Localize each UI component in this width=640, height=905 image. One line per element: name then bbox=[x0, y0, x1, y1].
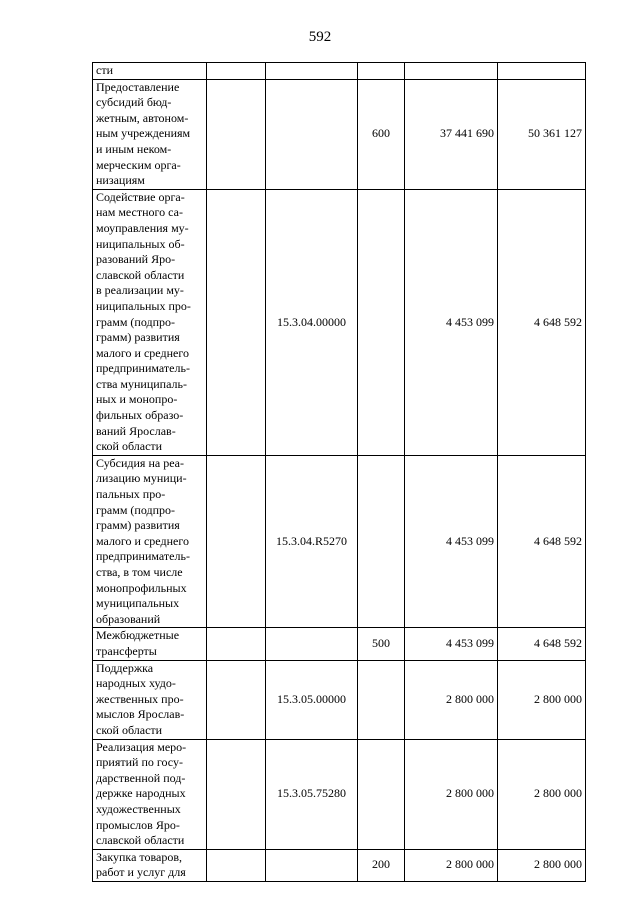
empty-cell bbox=[207, 739, 266, 849]
amount-year1-cell: 37 441 690 bbox=[405, 79, 498, 189]
amount-year2-cell: 4 648 592 bbox=[498, 189, 586, 455]
table-row bbox=[93, 739, 586, 849]
table-row bbox=[93, 660, 586, 739]
empty-cell bbox=[207, 63, 266, 80]
amount-year2-cell: 2 800 000 bbox=[498, 739, 586, 849]
row-name-cell: Предоставление субсидий бюд- жетным, автоном- ным учреждениям и иным неком- мерческим орга- низациям bbox=[93, 79, 207, 189]
expense-type-cell bbox=[358, 455, 405, 628]
amount-year1-cell bbox=[405, 63, 498, 80]
amount-year1-cell: 4 453 099 bbox=[405, 628, 498, 660]
amount-year1-cell: 2 800 000 bbox=[405, 660, 498, 739]
row-name-cell: Межбюджетные трансферты bbox=[93, 628, 207, 660]
page-number: 592 bbox=[308, 29, 332, 45]
row-name-cell: Субсидия на реа- лизацию муници- пальных про- грамм (подпро- грамм) развития малого и среднего предприниматель- ства, в том числе монопрофильных муниципальных образований bbox=[93, 455, 207, 628]
amount-year2-cell: 4 648 592 bbox=[498, 628, 586, 660]
expense-type-cell bbox=[358, 739, 405, 849]
row-name-cell: сти bbox=[93, 63, 207, 80]
program-code-cell: 15.3.04.R5270 bbox=[266, 455, 358, 628]
budget-table bbox=[92, 62, 586, 882]
expense-type-cell: 200 bbox=[358, 849, 405, 881]
row-name-cell: Содействие орга- нам местного са- моуправления му- ниципальных об- разований Яро- славской области в реализации му- ниципальных про- грамм (подпро- грамм) развития малого и среднего предприниматель- ства муниципаль- ных и монопро- фильных образо- ваний Ярослав- ской области bbox=[93, 189, 207, 455]
empty-cell bbox=[207, 189, 266, 455]
table-row bbox=[93, 63, 586, 80]
table-row bbox=[93, 849, 586, 881]
program-code-cell bbox=[266, 63, 358, 80]
program-code-cell: 15.3.04.00000 bbox=[266, 189, 358, 455]
expense-type-cell bbox=[358, 660, 405, 739]
amount-year2-cell: 4 648 592 bbox=[498, 455, 586, 628]
row-name-cell: Реализация меро- приятий по госу- дарственной под- держке народных художественных промыслов Яро- славской области bbox=[93, 739, 207, 849]
amount-year1-cell: 2 800 000 bbox=[405, 739, 498, 849]
expense-type-cell bbox=[358, 189, 405, 455]
program-code-cell: 15.3.05.75280 bbox=[266, 739, 358, 849]
table-row bbox=[93, 455, 586, 628]
program-code-cell: 15.3.05.00000 bbox=[266, 660, 358, 739]
empty-cell bbox=[207, 455, 266, 628]
program-code-cell bbox=[266, 849, 358, 881]
amount-year2-cell: 2 800 000 bbox=[498, 849, 586, 881]
row-name-cell: Поддержка народных худо- жественных про- мыслов Ярослав- ской области bbox=[93, 660, 207, 739]
amount-year1-cell: 4 453 099 bbox=[405, 189, 498, 455]
empty-cell bbox=[207, 660, 266, 739]
amount-year1-cell: 4 453 099 bbox=[405, 455, 498, 628]
empty-cell bbox=[207, 79, 266, 189]
table-row bbox=[93, 189, 586, 455]
amount-year2-cell bbox=[498, 63, 586, 80]
expense-type-cell: 600 bbox=[358, 79, 405, 189]
amount-year2-cell: 50 361 127 bbox=[498, 79, 586, 189]
program-code-cell bbox=[266, 79, 358, 189]
expense-type-cell: 500 bbox=[358, 628, 405, 660]
expense-type-cell bbox=[358, 63, 405, 80]
program-code-cell bbox=[266, 628, 358, 660]
row-name-cell: Закупка товаров, работ и услуг для bbox=[93, 849, 207, 881]
table-row bbox=[93, 79, 586, 189]
empty-cell bbox=[207, 849, 266, 881]
table-row bbox=[93, 628, 586, 660]
amount-year1-cell: 2 800 000 bbox=[405, 849, 498, 881]
amount-year2-cell: 2 800 000 bbox=[498, 660, 586, 739]
empty-cell bbox=[207, 628, 266, 660]
